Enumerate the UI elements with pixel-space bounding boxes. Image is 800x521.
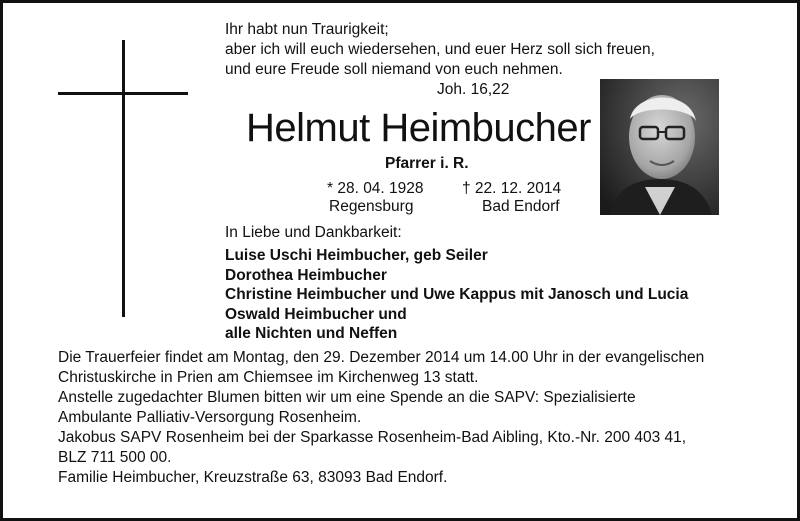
verse-line: und eure Freude soll niemand von euch nehmen. — [225, 61, 563, 78]
birth-place: Regensburg — [329, 198, 414, 215]
donation-request — [58, 388, 704, 427]
mourner-name: Luise Uschi Heimbucher, geb Seiler — [225, 247, 488, 264]
portrait-photo — [600, 79, 719, 215]
mourner-name: alle Nichten und Neffen — [225, 325, 398, 342]
death-place: Bad Endorf — [482, 198, 560, 215]
bible-verse — [225, 20, 655, 80]
verse-line: Ihr habt nun Traurigkeit; — [225, 21, 389, 38]
mourners-list — [225, 246, 688, 344]
donation-line: Ambulante Palliativ-Versorgung Rosenheim. — [58, 408, 362, 426]
mourner-name: Oswald Heimbucher und — [225, 305, 407, 323]
funeral-info — [58, 348, 704, 489]
verse-line: aber ich will euch wiedersehen, und euer Herz soll sich freuen, — [225, 41, 655, 58]
cross-icon-horizontal — [58, 92, 188, 95]
funeral-line: Die Trauerfeier findet am Montag, den 29. Dezember 2014 um 14.00 Uhr in der evangelischen — [58, 349, 705, 366]
address-line: Familie Heimbucher, Kreuzstraße 63, 83093 Bad Endorf. — [58, 469, 448, 486]
funeral-details — [58, 348, 704, 387]
donation-line: Anstelle zugedachter Blumen bitten wir um eine Spende an die SAPV: Spezialisierte — [58, 389, 636, 406]
birth-date: * 28. 04. 1928 — [327, 180, 424, 197]
mourners-intro: In Liebe und Dankbarkeit: — [225, 224, 402, 241]
mourner-name: Dorothea Heimbucher — [225, 266, 387, 284]
cross-icon-vertical — [122, 40, 125, 317]
deceased-name: Helmut Heimbucher — [246, 106, 591, 150]
bank-details — [58, 428, 704, 467]
bank-line: Jakobus SAPV Rosenheim bei der Sparkasse Rosenheim-Bad Aibling, Kto.-Nr. 200 403 41, — [58, 429, 687, 446]
deceased-title: Pfarrer i. R. — [385, 155, 469, 172]
bank-line: BLZ 711 500 00. — [58, 448, 172, 466]
family-address — [58, 468, 704, 488]
death-date: † 22. 12. 2014 — [462, 180, 562, 197]
funeral-line: Christuskirche in Prien am Chiemsee im Kirchenweg 13 statt. — [58, 368, 479, 386]
verse-reference: Joh. 16,22 — [437, 81, 510, 98]
mourner-name: Christine Heimbucher und Uwe Kappus mit Janosch und Lucia — [225, 286, 689, 303]
